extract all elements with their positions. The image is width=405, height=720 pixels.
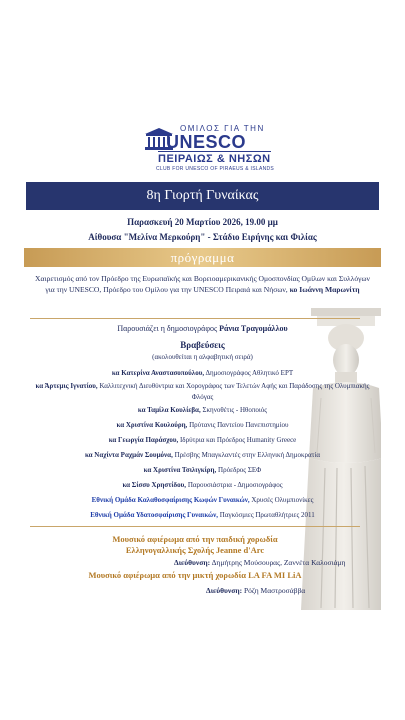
honoree-item: κα Κατερίνα Αναστασοπούλου, Δημοσιογράφος Αθλητικό ΕΡΤ <box>111 369 294 377</box>
honoree-item: κα Σίσσυ Χρηστίδου, Παρουσιάστρια - Δημοσιογράφος <box>122 481 283 489</box>
event-date: Παρασκευή 20 Μαρτίου 2026, 19.00 μμ <box>127 217 278 227</box>
event-venue: Αίθουσα "Μελίνα Μερκούρη" - Στάδιο Ειρήνης και Φιλίας <box>88 232 317 242</box>
host-prefix: Παρουσιάζει η δημοσιογράφος <box>117 324 218 333</box>
host-name: Ράνια Τραγομάλλου <box>219 324 288 333</box>
honoree-item: κα Ταμίλα Κουλίεβα, Σκηνοθέτις - Ηθοποιός <box>137 406 268 414</box>
program-heading: πρόγραμμα <box>24 248 381 267</box>
greeting-name: κο Ιωάννη Μαρωνίτη <box>289 285 360 294</box>
music-1-line1: Μουσικό αφιέρωμα από την παιδική χορωδία <box>112 534 278 544</box>
honoree-item: κα Γεωργία Παράσχου, Ιδρύτρια και Πρόεδρος Humanity Greece <box>108 436 297 444</box>
honoree-item: κα Άρτεμις Ιγνατίου, Καλλιτεχνική Διευθύντρια και Χορογράφος των Τελετών Αφής και Παράδοσης της Ολυμπιακής Φλόγας <box>35 382 370 401</box>
music-tribute-1 <box>30 534 360 556</box>
unesco-club-logo <box>144 118 284 178</box>
music-1-director: Διεύθυνση: Δημήτρης Μούσουρας, Ζαννέτα Καλοσιάμη <box>174 558 346 567</box>
music-1-line2: Ελληνογαλλικής Σχολής Jeanne d'Arc <box>125 545 265 555</box>
event-poster <box>24 110 381 610</box>
awards-note: (ακολουθείται η αλφαβητική σειρά) <box>152 353 253 361</box>
music-2-director: Διεύθυνση: Ρόζη Μαστροσάββα <box>206 586 306 595</box>
honoree-item: Εθνική Ομάδα Καλαθοσφαίρισης Κωφών Γυναικών, Χρυσές Ολυμπιονίκες <box>91 496 314 504</box>
logo-unesco-text: UNESCO <box>166 132 247 152</box>
greeting-paragraph <box>30 273 375 295</box>
honoree-item: Εθνική Ομάδα Υδατοσφαίρισης Γυναικών, Παγκόσμιες Πρωταθλήτριες 2011 <box>90 511 315 519</box>
music-2-line1: Μουσικό αφιέρωμα από την μικτή χορωδία LA FA MI LiA <box>88 570 302 580</box>
greeting-text: Χαιρετισμός από τον Πρόεδρο της Ευρωπαϊκής και Βορειοαμερικανικής Ομοσπονδίας Ομίλων και Συλλόγων για την UNESCO, Πρόεδρο του Ομίλου για την UNESCO Πειραιά και Νήσων, <box>35 274 370 294</box>
event-title: 8η Γιορτή Γυναίκας <box>26 182 379 210</box>
logo-english-text: CLUB FOR UNESCO OF PIRAEUS & ISLANDS <box>156 166 275 172</box>
honoree-item: κα Χριστίνα Τσιλιγκίρη, Πρόεδρος ΣΕΦ <box>143 466 262 474</box>
honoree-item: κα Ναχίντα Ραχμάν Σουμόνα, Πρέσβης Μπαγκλαντές στην Ελληνική Δημοκρατία <box>84 451 321 459</box>
logo-city-text: ΠΕΙΡΑΙΩΣ & ΝΗΣΩΝ <box>158 153 271 165</box>
honorees-list <box>28 366 377 523</box>
host-line <box>24 324 381 333</box>
divider <box>30 318 360 319</box>
honoree-item: κα Χριστίνα Κουλούρη, Πρύτανις Παντείου Πανεπιστημίου <box>116 421 289 429</box>
logo-club-text: ΟΜΙΛΟΣ ΓΙΑ ΤΗΝ <box>180 124 265 133</box>
divider <box>30 526 360 527</box>
awards-title: Βραβεύσεις <box>180 340 225 350</box>
music-tribute-2 <box>30 570 360 581</box>
